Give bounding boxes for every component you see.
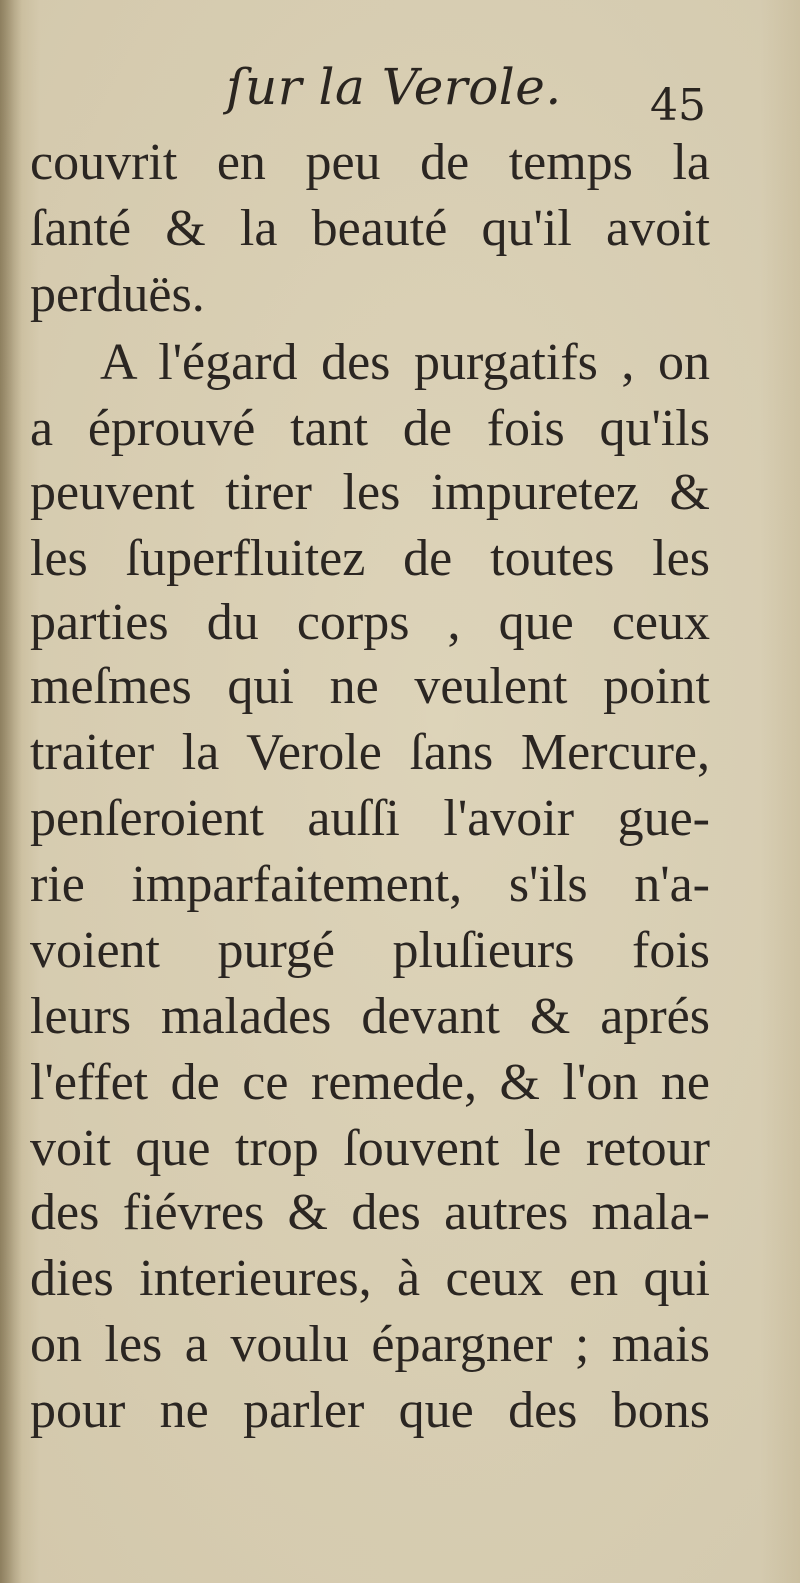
text-line: les ſuperfluitez de toutes les [30,530,710,587]
text-line: des fiévres & des autres mala- [30,1184,710,1241]
text-line: meſmes qui ne veulent point [30,658,710,715]
text-line: penſeroient auſſi l'avoir gue- [30,790,710,847]
text-line: voit que trop ſouvent le retour [30,1120,710,1177]
text-line: ſanté & la beauté qu'il avoit [30,200,710,257]
text-line: dies interieures, à ceux en qui [30,1250,710,1307]
text-line: peuvent tirer les impuretez & [30,464,710,521]
text-line: traiter la Verole ſans Mercure, [30,724,710,781]
text-line: pour ne parler que des bons [30,1382,710,1439]
text-line: couvrit en peu de temps la [30,134,710,191]
text-line: parties du corps , que ceux [30,594,710,651]
paragraph-first-line: A l'égard des purgatifs , on [100,334,710,391]
text-line: perduës. [30,266,205,323]
running-head: ſur la Verole. [226,58,562,116]
text-line: l'effet de ce remede, & l'on ne [30,1054,710,1111]
text-line: on les a voulu épargner ; mais [30,1316,710,1373]
gutter-shadow [0,0,22,1583]
text-line: leurs malades devant & aprés [30,988,710,1045]
text-line: a éprouvé tant de fois qu'ils [30,400,710,457]
text-line: voient purgé pluſieurs fois [30,922,710,979]
text-line: rie imparfaitement, s'ils n'a- [30,856,710,913]
page-number: 45 [650,80,706,131]
